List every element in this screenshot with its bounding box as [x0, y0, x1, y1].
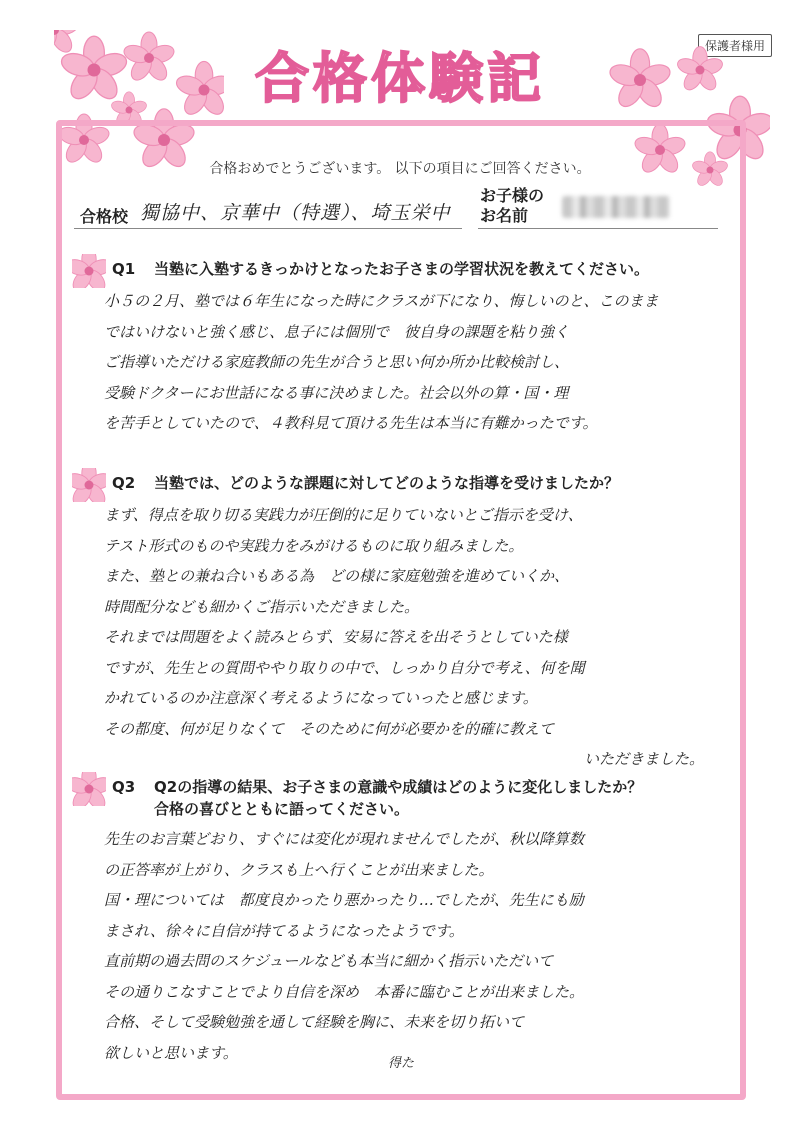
answer-line: を苦手としていたので、４教科見て頂ける先生は本当に有難かったです。: [104, 414, 598, 432]
answer-2: [104, 500, 724, 775]
answer-line: ご指導いただける家庭教師の先生が合うと思い何か所か比較検討し、: [104, 353, 570, 371]
school-label: 合格校: [80, 207, 129, 226]
answer-line: まされ、徐々に自信が持てるようになったようです。: [104, 921, 464, 940]
child-name-label: [480, 186, 544, 226]
answer-line: テスト形式のものや実践力をみがけるものに取り組みました。: [104, 536, 524, 555]
question-number: Q2: [112, 474, 136, 492]
guardian-badge: 保護者様用: [698, 34, 772, 57]
answer-line: ですが、先生との質問ややり取りの中で、しっかり自分で考え、何を聞: [104, 658, 585, 677]
question-3: [72, 776, 732, 820]
answer-line: その都度、何が足りなくて そのために何が必要かを的確に教えて: [104, 719, 555, 738]
question-number: Q1: [112, 260, 136, 278]
question-text: 合格の喜びとともに語ってください。: [154, 800, 410, 818]
handwritten-insert-note: 得た: [388, 1056, 415, 1071]
question-text: Q2の指導の結果、お子さまの意識や成績はどのように変化しましたか？: [154, 778, 643, 796]
question-number: Q3: [112, 778, 136, 796]
answer-line: それまでは問題をよく読みとらず、安易に答えを出そうとしていた様: [104, 628, 568, 646]
answer-line: まず、得点を取り切る実践力が圧倒的に足りていないとご指示を受け、: [104, 506, 583, 524]
instructions-text: 合格おめでとうございます。 以下の項目にご回答ください。: [209, 161, 591, 177]
question-1: [72, 258, 732, 280]
cherry-blossom-icon: [72, 254, 106, 288]
answer-line: 時間配分なども細かくご指示いただきました。: [104, 597, 420, 616]
answer-line: 直前期の過去問のスケジュールなども本当に細かく指示いただいて: [104, 952, 554, 970]
answer-line: 先生のお言葉どおり、すぐには変化が現れませんでしたが、秋以降算数: [104, 830, 585, 848]
question-text: 当塾に入塾するきっかけとなったお子さまの学習状況を教えてください。: [154, 260, 650, 278]
answer-line: ではいけないと強く感じ、息子には個別で 彼自身の課題を粘り強く: [104, 322, 570, 341]
answer-line: 欲しいと思います。: [104, 1043, 238, 1062]
answer-line: 国・理については 都度良かったり悪かったり…でしたが、先生にも励: [104, 891, 584, 909]
child-name-underline: [478, 228, 718, 229]
answer-line: その通りこなすことでより自信を深め 本番に臨むことが出来ました。: [104, 982, 585, 1001]
school-value: 獨協中、京華中（特選）、埼玉栄中: [140, 202, 451, 224]
answer-line: いただきました。: [583, 750, 704, 768]
question-2: [72, 472, 732, 494]
answer-1: [104, 286, 724, 439]
question-text: 当塾では、どのような課題に対してどのような指導を受けましたか？: [154, 474, 620, 492]
answer-line: かれているのか注意深く考えるようになっていったと感じます。: [104, 689, 538, 707]
answer-line: の正答率が上がり、クラスも上へ行くことが出来ました。: [104, 860, 494, 879]
answer-3: [104, 824, 724, 1068]
page-title: 合格体験記: [255, 47, 545, 110]
school-underline: [74, 228, 462, 229]
child-name-label-line2: お名前: [480, 206, 529, 225]
answer-line: また、塾との兼ね合いもある為 どの様に家庭勉強を進めていくか、: [104, 567, 570, 585]
answer-line: 小５の２月、塾では６年生になった時にクラスが下になり、悔しいのと、このまま: [104, 292, 659, 310]
answer-line: 受験ドクターにお世話になる事に決めました。社会以外の算・国・理: [104, 383, 569, 402]
child-name-label-line1: お子様の: [480, 186, 545, 205]
answer-line: 合格、そして受験勉強を通して経験を胸に、未来を切り拓いて: [104, 1013, 525, 1031]
cherry-blossom-icon: [72, 468, 106, 502]
child-name-redacted: [562, 196, 670, 218]
cherry-blossom-icon: [72, 772, 106, 806]
